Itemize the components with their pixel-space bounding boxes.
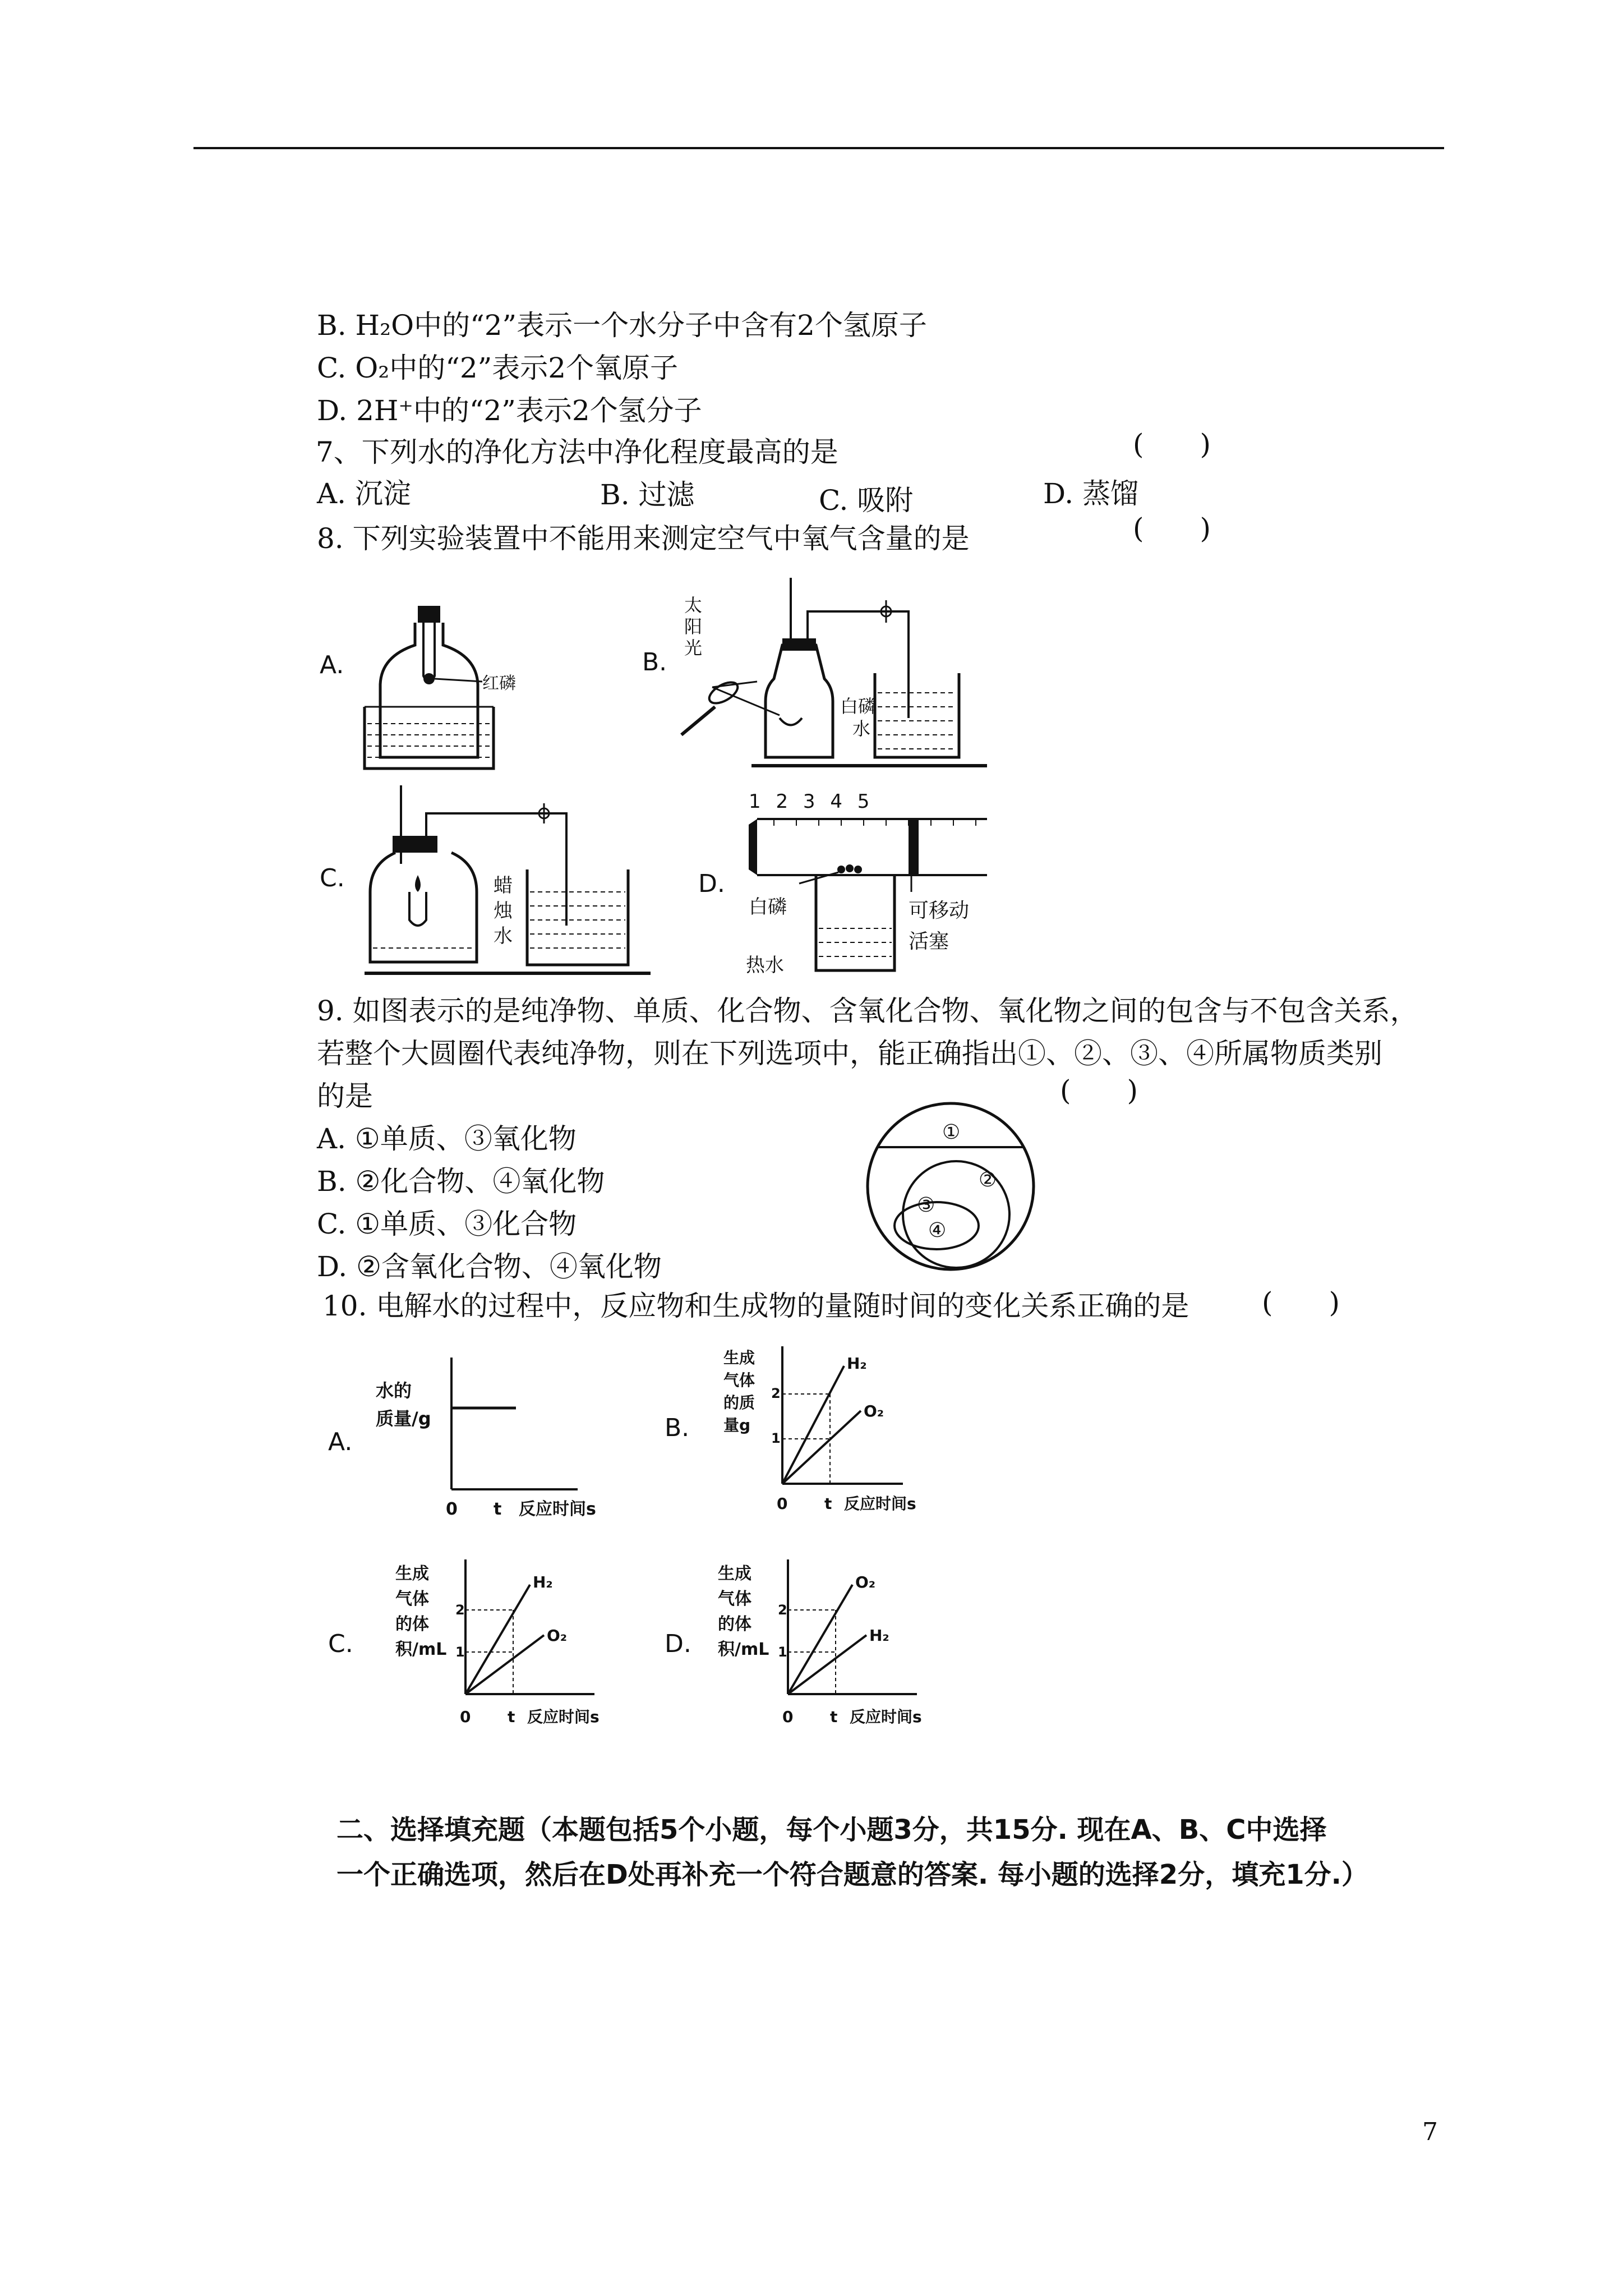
header-rule: [193, 147, 1444, 149]
q10-d-ylabel-2: 气体: [718, 1589, 751, 1609]
q8-c-note-1: 蜡: [494, 875, 513, 897]
q9-region-3: ③: [917, 1194, 935, 1217]
q8-b-note-2: 水: [852, 718, 871, 739]
q10-b-ylabel-2: 气体: [723, 1371, 755, 1389]
q10-c-origin: 0: [460, 1708, 471, 1726]
q10-d-series-1: O₂: [855, 1573, 876, 1591]
q10-b-origin: 0: [777, 1494, 788, 1513]
q10-c-xlabel: 反应时间s: [527, 1708, 600, 1726]
q8-d-note-3: 可移动: [909, 899, 970, 922]
q10-a-origin: 0: [446, 1499, 458, 1519]
q6-option-d: D. 2H⁺中的“2”表示2个氢分子: [317, 394, 702, 427]
q10-graph-c: [325, 1554, 639, 1739]
q9-option-d: D. ②含氧化合物、④氧化物: [317, 1250, 662, 1283]
q8-apparatus-b: [639, 572, 998, 780]
q10-b-ylabel-1: 生成: [723, 1349, 755, 1367]
q7-option-c: C. 吸附: [819, 484, 914, 517]
q10-d-tick-lo: 1: [778, 1644, 787, 1660]
q9-region-4: ④: [928, 1219, 947, 1242]
q10-b-series-2: O₂: [864, 1402, 884, 1420]
q10-b-series-1: H₂: [847, 1354, 867, 1373]
q10-stem: 10. 电解水的过程中，反应物和生成物的量随时间的变化关系正确的是: [322, 1290, 1189, 1322]
q8-d-note-4: 活塞: [909, 930, 949, 953]
q10-c-ylabel-2: 气体: [395, 1589, 429, 1609]
q10-b-ylabel-3: 的质: [723, 1393, 755, 1412]
q10-a-xlabel: 反应时间s: [519, 1499, 596, 1519]
stopper: [418, 606, 440, 623]
q10-c-ylabel-1: 生成: [395, 1564, 429, 1584]
q10-c-t: t: [508, 1708, 515, 1726]
q8-b-note-1: 白磷: [840, 696, 877, 717]
q9-answer-bracket: ( ): [1060, 1074, 1138, 1107]
q10-c-series-2: O₂: [547, 1626, 568, 1645]
q10-d-origin: 0: [782, 1708, 794, 1726]
q7-option-a: A. 沉淀: [317, 477, 411, 510]
q9-option-a: A. ①单质、③氧化物: [317, 1122, 577, 1155]
q10-b-ylabel-4: 量g: [723, 1416, 751, 1434]
q8-a-label: A.: [320, 651, 344, 679]
q10-d-xlabel: 反应时间s: [850, 1708, 922, 1726]
q10-graph-d: [662, 1554, 976, 1739]
q9-region-1: ①: [942, 1121, 961, 1144]
q8-d-scale: 1 2 3 4 5: [749, 790, 874, 813]
q8-d-label: D.: [698, 869, 725, 898]
q9-option-c: C. ①单质、③化合物: [317, 1208, 577, 1240]
q8-d-note-2: 热水: [746, 954, 784, 977]
q8-c-label: C.: [320, 864, 345, 892]
q10-b-xlabel: 反应时间s: [844, 1494, 916, 1513]
q8-apparatus-a: [314, 595, 527, 785]
q8-answer-bracket: ( ): [1133, 512, 1211, 545]
q8-b-sun-2: 阳: [684, 616, 703, 637]
q10-d-series-2: H₂: [869, 1626, 889, 1645]
q10-a-ylabel-1: 水的: [376, 1380, 412, 1401]
q6-option-c: C. O₂中的“2”表示2个氧原子: [317, 352, 679, 384]
q8-b-sun-3: 光: [684, 637, 703, 659]
q10-c-label: C.: [328, 1630, 353, 1658]
page-number: 7: [1422, 2118, 1438, 2146]
q9-stem-line-3: 的是: [317, 1080, 373, 1112]
q6-option-b: B. H₂O中的“2”表示一个水分子中含有2个氢原子: [317, 309, 927, 342]
q10-a-t: t: [494, 1499, 502, 1519]
q10-b-tick-hi: 2: [771, 1386, 781, 1401]
q10-c-tick-lo: 1: [455, 1644, 465, 1660]
q8-apparatus-d: [695, 785, 1060, 987]
q10-b-tick-lo: 1: [771, 1430, 781, 1446]
q8-c-note-2: 烛: [494, 900, 513, 922]
q10-c-ylabel-4: 积/mL: [395, 1640, 447, 1659]
q10-a-ylabel-2: 质量/g: [376, 1408, 431, 1429]
q10-graph-a: [325, 1341, 594, 1531]
q8-b-label: B.: [642, 648, 667, 677]
q7-answer-bracket: ( ): [1133, 428, 1211, 461]
q9-stem-line-2: 若整个大圆圈代表纯净物，则在下列选项中，能正确指出①、②、③、④所属物质类别: [317, 1037, 1382, 1070]
q8-b-sun-1: 太: [684, 595, 703, 616]
q10-d-ylabel-1: 生成: [718, 1564, 751, 1584]
q9-stem-line-1: 9. 如图表示的是纯净物、单质、化合物、含氧化合物、氧化物之间的包含与不包含关系，: [317, 995, 1418, 1027]
q10-d-label: D.: [665, 1630, 691, 1658]
q10-c-series-1: H₂: [533, 1573, 553, 1591]
section-2-heading-line-1: 二、选择填充题（本题包括5个小题，每个小题3分，共15分. 现在A、B、C中选择: [336, 1814, 1327, 1846]
q10-answer-bracket: ( ): [1262, 1286, 1340, 1319]
q7-option-d: D. 蒸馏: [1043, 477, 1139, 510]
q10-d-ylabel-4: 积/mL: [718, 1640, 769, 1659]
q10-graph-b: [662, 1341, 942, 1531]
q10-b-t: t: [824, 1494, 832, 1513]
q9-option-b: B. ②化合物、④氧化物: [317, 1165, 605, 1198]
q10-d-t: t: [830, 1708, 838, 1726]
q10-c-ylabel-3: 的体: [395, 1614, 429, 1634]
q8-c-note-3: 水: [494, 925, 513, 947]
q10-a-label: A.: [328, 1428, 353, 1456]
q8-a-note: 红磷: [482, 674, 516, 693]
q8-d-note-1: 白磷: [749, 896, 787, 918]
q10-c-tick-hi: 2: [455, 1602, 465, 1618]
section-2-heading-line-2: 一个正确选项，然后在D处再补充一个符合题意的答案. 每小题的选择2分，填充1分.）: [336, 1859, 1368, 1890]
q8-apparatus-c: [314, 780, 662, 987]
q10-b-label: B.: [665, 1414, 690, 1442]
q7-stem: 7、下列水的净化方法中净化程度最高的是: [316, 436, 838, 468]
q9-region-2: ②: [979, 1168, 997, 1191]
q10-d-ylabel-3: 的体: [718, 1614, 751, 1634]
q10-d-tick-hi: 2: [778, 1602, 787, 1618]
q9-circle-diagram: [841, 1099, 1060, 1273]
q8-stem: 8. 下列实验装置中不能用来测定空气中氧气含量的是: [317, 522, 970, 555]
q7-option-b: B. 过滤: [600, 478, 695, 511]
